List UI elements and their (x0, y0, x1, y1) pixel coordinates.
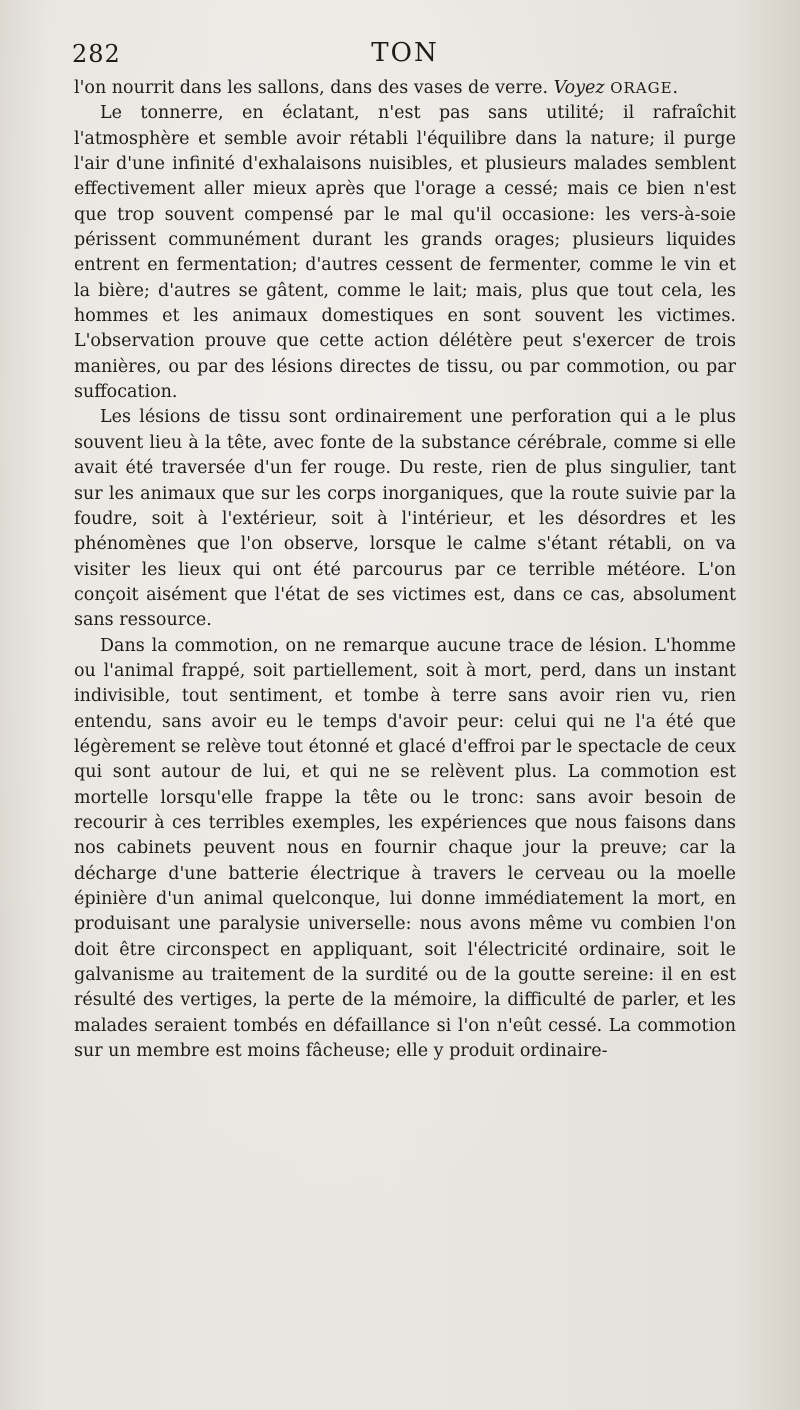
text-segment: . (672, 78, 679, 98)
page-header (72, 36, 738, 70)
cross-reference-orage: ORAGE (610, 79, 673, 97)
body-text (74, 76, 736, 1064)
page-number: 282 (72, 40, 121, 68)
paragraph-lesions (74, 405, 736, 633)
paragraph-continuation (74, 76, 736, 101)
paragraph-commotion (74, 634, 736, 1065)
text-segment: l'on nourrit dans les sallons, dans des vases de verre. (74, 78, 554, 98)
text-segment: Les lésions de tissu sont ordinairement une perforation qui a le plus souvent lieu à la tête, avec fonte de la substance cérébrale, comme si elle avait été traversée d'un fer rouge. Du reste, rien de plus singulier, tant sur les animaux que sur les corps inorganiques, que la route suivie par la foudre, soit à l'extérieur, soit à l'intérieur, et les désordres et les phénomènes que l'on observe, lorsque le calme s'étant rétabli, on va visiter les lieux qui ont été parcourus par ce terrible météore. L'on conçoit aisément que l'état de ses victimes est, dans ce cas, absolument sans ressource. (74, 407, 736, 631)
text-segment: Le tonnerre, en éclatant, n'est pas sans utilité; il rafraîchit l'atmosphère et semble avoir rétabli l'équilibre dans la nature; il purge l'air d'une infinité d'exhalaisons nuisibles, et plusieurs malades semblent effectivement aller mieux après que l'orage a cessé; mais ce bien n'est que trop souvent compensé par le mal qu'il occasione: les vers-à-soie périssent communément durant les grands orages; plusieurs liquides entrent en fermentation; d'autres cessent de fermenter, comme le vin et la bière; d'autres se gâtent, comme le lait; mais, plus que tout cela, les hommes et les animaux domestiques en sont souvent les victimes. L'observation prouve que cette action délétère peut s'exercer de trois manières, ou par des lésions directes de tissu, ou par commotion, ou par suffocation. (74, 103, 736, 403)
cross-reference-voyez: Voyez (553, 78, 605, 98)
running-head: TON (371, 38, 439, 68)
text-segment: Dans la commotion, on ne remarque aucune trace de lésion. L'homme ou l'animal frappé, soit partiellement, soit à mort, perd, dans un instant indivisible, tout sentiment, et tombe à terre sans avoir rien vu, rien entendu, sans avoir eu le temps d'avoir peur: celui qui ne l'a été que légèrement se relève tout étonné et glacé d'effroi par le spectacle de ceux qui sont autour de lui, et qui ne se relèvent plus. La commotion est mortelle lorsqu'elle frappe la tête ou le tronc: sans avoir besoin de recourir à ces terribles exemples, les expériences que nous faisons dans nos cabinets peuvent nous en fournir chaque jour la preuve; car la décharge d'une batterie électrique à travers le cerveau ou la moelle épinière d'un animal quelconque, lui donne immédiatement la mort, en produisant une paralysie universelle: nous avons même vu combien l'on doit être circonspect en appliquant, soit l'électricité ordinaire, soit le galvanisme au traitement de la surdité ou de la goutte sereine: il en est résulté des vertiges, la perte de la mémoire, la difficulté de parler, et les malades seraient tombés en défaillance si l'on n'eût cessé. La commotion sur un membre est moins fâcheuse; elle y produit ordinaire- (74, 635, 736, 1062)
paragraph-tonnerre (74, 101, 736, 405)
